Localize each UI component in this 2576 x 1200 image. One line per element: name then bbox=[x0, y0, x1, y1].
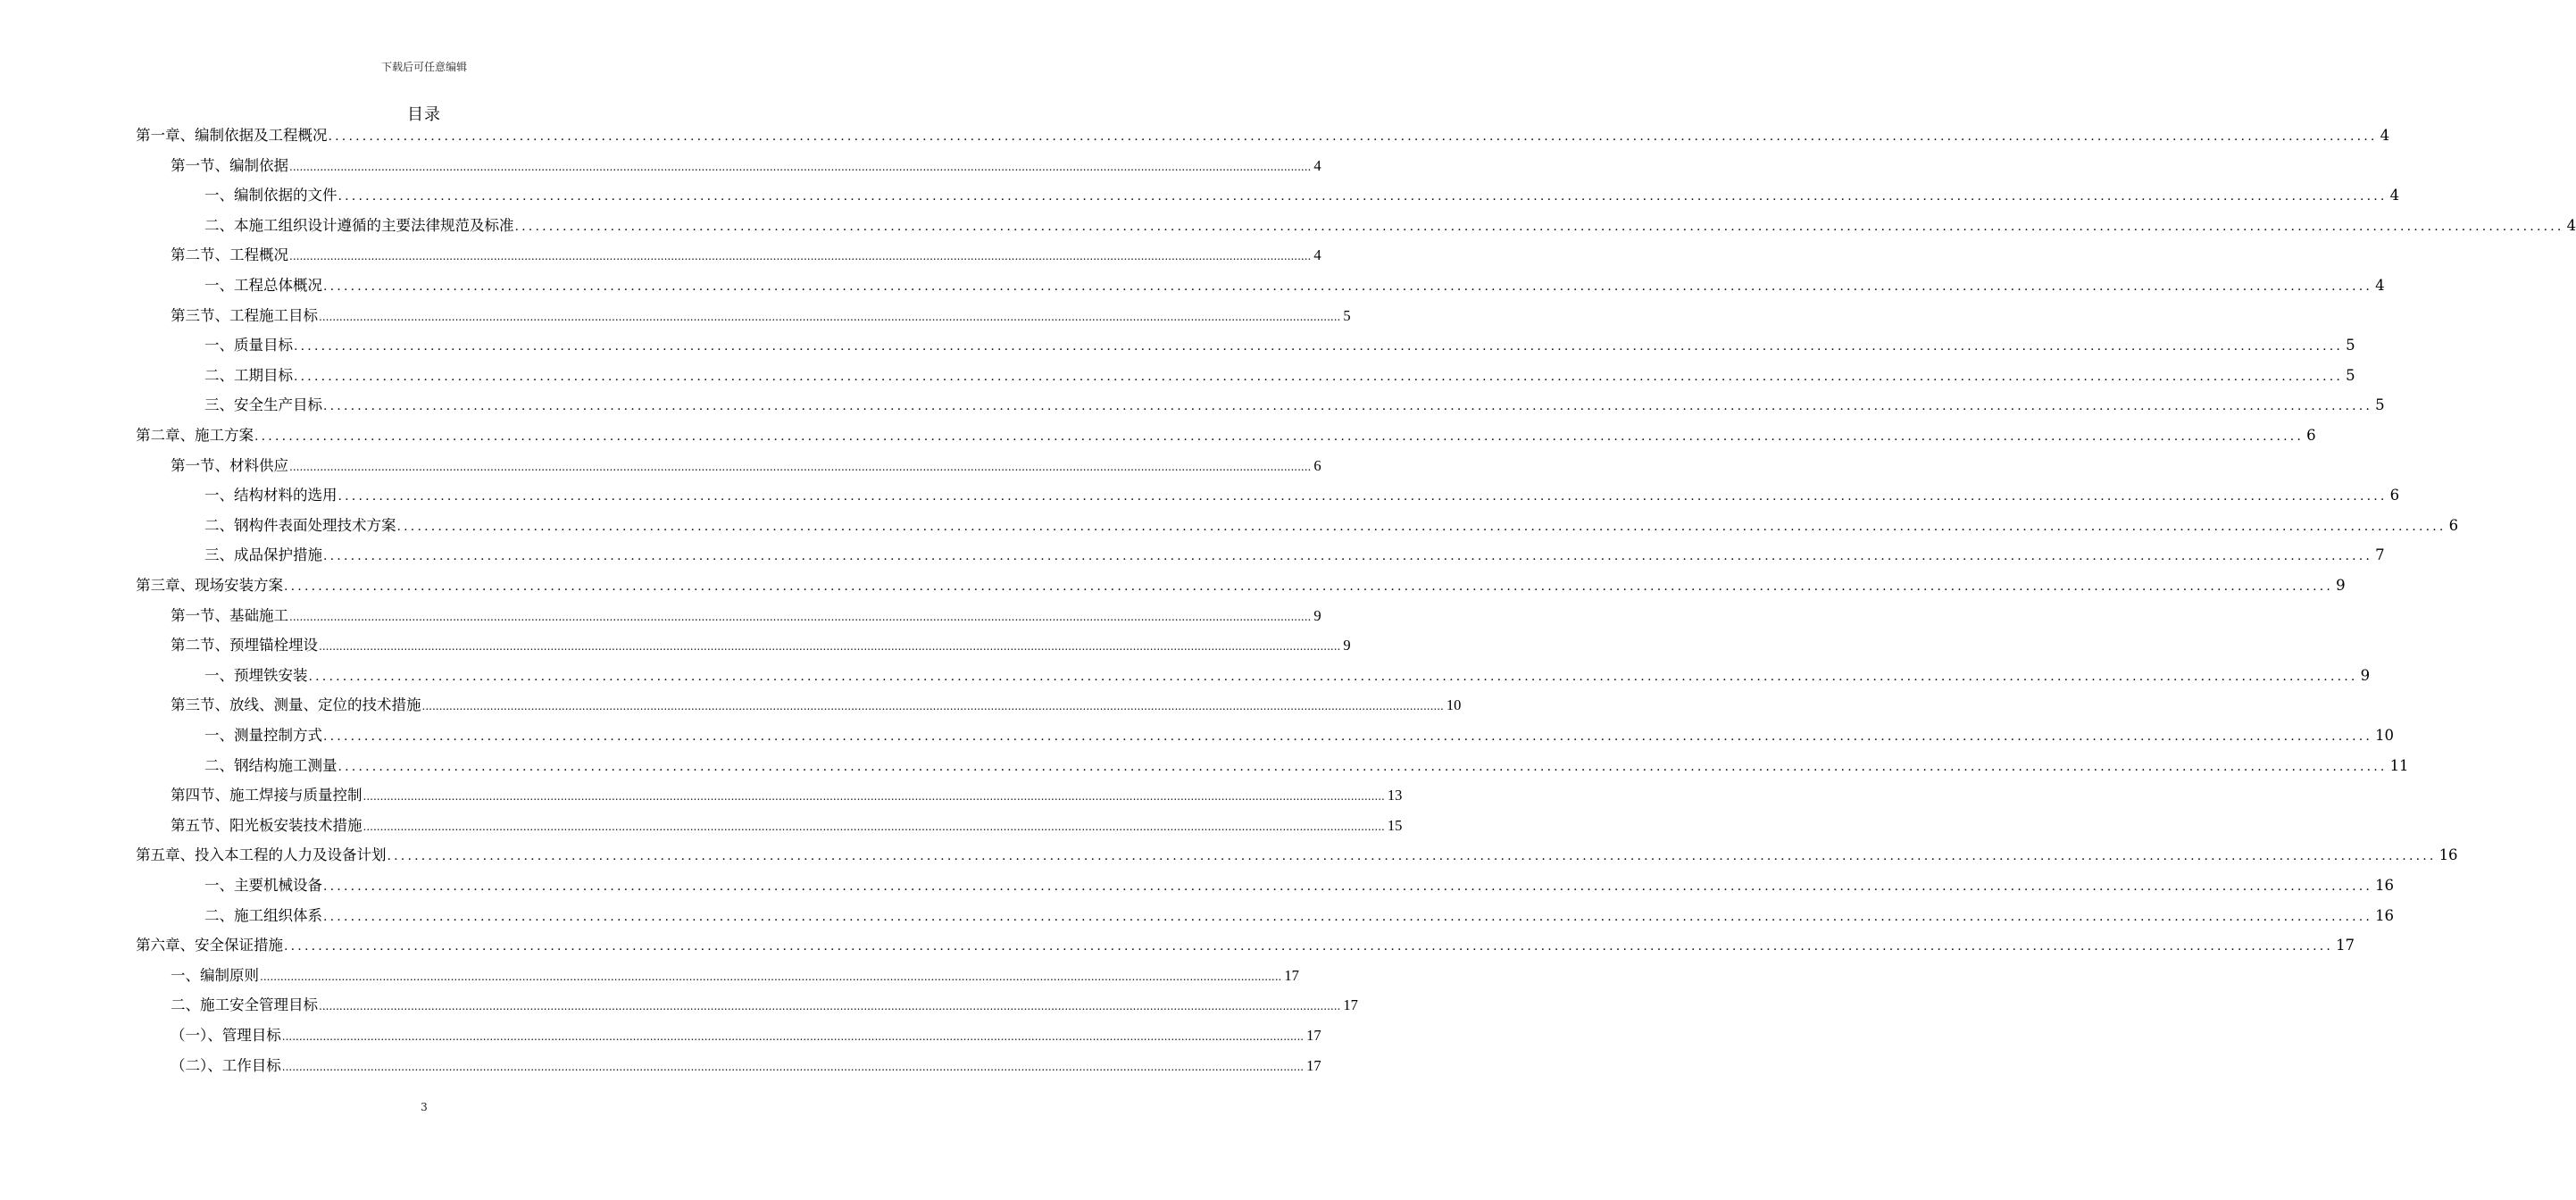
toc-entry[interactable] bbox=[171, 637, 1351, 655]
toc-entry-page: 9 bbox=[2360, 666, 2371, 684]
toc-entry[interactable] bbox=[204, 877, 2395, 896]
toc-entry-page: 6 bbox=[2389, 487, 2400, 504]
toc-dot-leader: ............................................................................................................................................................................................................................................................................................................ bbox=[284, 939, 2334, 954]
toc-entry-page: 11 bbox=[2389, 756, 2409, 774]
toc-dot-leader: ............................................................................................................................................................................................................................................................................................................ bbox=[338, 189, 2388, 204]
toc-entry-label: （一）、管理目标 bbox=[171, 1027, 281, 1044]
toc-dot-leader: ............................................................................................................................................................................................................................................................................................................ bbox=[319, 1000, 1341, 1013]
toc-entry-page: 10 bbox=[2375, 727, 2395, 744]
toc-entry-label: 二、本施工组织设计遵循的主要法律规范及标准 bbox=[204, 216, 514, 234]
toc-entry-label: 第五章、投入本工程的人力及设备计划 bbox=[136, 846, 387, 864]
toc-entry[interactable] bbox=[171, 456, 1321, 476]
toc-entry[interactable] bbox=[171, 996, 1358, 1015]
toc-entry-page: 16 bbox=[2375, 906, 2395, 924]
toc-entry-label: 第三章、现场安装方案 bbox=[136, 577, 283, 594]
toc-entry[interactable] bbox=[171, 1056, 1321, 1076]
toc-dot-leader: ............................................................................................................................................................................................................................................................................................................ bbox=[281, 1030, 1305, 1043]
toc-entry-page: 4 bbox=[2389, 187, 2400, 204]
toc-dot-leader: ............................................................................................................................................................................................................................................................................................................ bbox=[338, 489, 2388, 504]
toc-dot-leader: ............................................................................................................................................................................................................................................................................................................ bbox=[260, 970, 1282, 983]
toc-entry-label: 一、编制原则 bbox=[171, 966, 259, 984]
toc-entry[interactable] bbox=[204, 396, 2385, 415]
toc-entry-page: 10 bbox=[1446, 696, 1462, 714]
toc-entry-label: 一、预埋铁安装 bbox=[204, 666, 308, 684]
toc-entry-label: 第二章、施工方案 bbox=[136, 427, 254, 444]
toc-entry-page: 17 bbox=[1343, 996, 1358, 1014]
toc-dot-leader: ............................................................................................................................................................................................................................................................................................................ bbox=[294, 339, 2344, 354]
toc-entry-page: 16 bbox=[2438, 846, 2458, 864]
toc-entry-page: 16 bbox=[2375, 877, 2395, 894]
toc-entry[interactable] bbox=[204, 516, 2459, 536]
toc-entry-label: 第一章、编制依据及工程概况 bbox=[136, 127, 328, 144]
toc-entry-label: 二、工期目标 bbox=[204, 366, 293, 384]
toc-entry-label: 第四节、施工焊接与质量控制 bbox=[171, 787, 363, 804]
toc-entry-page: 4 bbox=[2375, 277, 2385, 294]
toc-entry-page: 13 bbox=[1387, 787, 1403, 804]
toc-dot-leader: ............................................................................................................................................................................................................................................................................................................ bbox=[289, 250, 1312, 263]
page-header: 下载后可任意编辑 bbox=[380, 61, 467, 73]
toc-dot-leader: ............................................................................................................................................................................................................................................................................................................ bbox=[319, 640, 1341, 654]
toc-title: 目录 bbox=[407, 105, 441, 124]
toc-entry-label: 第二节、工程概况 bbox=[171, 246, 288, 264]
toc-entry-label: 三、安全生产目标 bbox=[204, 396, 322, 414]
toc-dot-leader: ............................................................................................................................................................................................................................................................................................................ bbox=[323, 909, 2373, 924]
toc-entry-label: 第三节、放线、测量、定位的技术措施 bbox=[171, 696, 421, 714]
toc-entry[interactable] bbox=[204, 487, 2400, 505]
toc-entry[interactable] bbox=[204, 666, 2371, 686]
toc-dot-leader: ............................................................................................................................................................................................................................................................................................................ bbox=[323, 549, 2373, 564]
toc-entry-page: 17 bbox=[2336, 937, 2355, 954]
toc-entry[interactable] bbox=[136, 846, 2458, 865]
toc-dot-leader: ............................................................................................................................................................................................................................................................................................................ bbox=[323, 399, 2373, 414]
toc-dot-leader: ............................................................................................................................................................................................................................................................................................................ bbox=[254, 429, 2305, 444]
toc-dot-leader: ............................................................................................................................................................................................................................................................................................................ bbox=[323, 879, 2373, 894]
toc-entry[interactable] bbox=[171, 787, 1403, 805]
page-number: 3 bbox=[421, 1101, 428, 1113]
toc-entry[interactable] bbox=[204, 546, 2385, 565]
toc-entry-label: 一、编制依据的文件 bbox=[204, 187, 338, 204]
toc-entry-label: 第一节、编制依据 bbox=[171, 156, 288, 174]
toc-entry-page: 6 bbox=[1313, 456, 1321, 474]
toc-dot-leader: ............................................................................................................................................................................................................................................................................................................ bbox=[294, 369, 2344, 384]
toc-entry[interactable] bbox=[136, 577, 2346, 596]
toc-dot-leader: ............................................................................................................................................................................................................................................................................................................ bbox=[363, 790, 1385, 804]
toc-entry[interactable] bbox=[171, 966, 1299, 986]
toc-entry-page: 4 bbox=[1313, 156, 1321, 174]
toc-dot-leader: ............................................................................................................................................................................................................................................................................................................ bbox=[363, 820, 1385, 833]
toc-entry-page: 9 bbox=[2336, 577, 2346, 594]
toc-entry-label: 一、质量目标 bbox=[204, 337, 293, 354]
toc-entry-label: 第六章、安全保证措施 bbox=[136, 937, 283, 954]
toc-entry[interactable] bbox=[204, 727, 2395, 746]
toc-entry[interactable] bbox=[171, 606, 1321, 626]
toc-dot-leader: ............................................................................................................................................................................................................................................................................................................ bbox=[284, 579, 2334, 594]
toc-entry-page: 6 bbox=[2448, 516, 2459, 534]
toc-entry[interactable] bbox=[204, 906, 2395, 926]
toc-entry-page: 17 bbox=[1284, 966, 1299, 984]
toc-dot-leader: ............................................................................................................................................................................................................................................................................................................ bbox=[387, 849, 2437, 864]
toc-entry-label: 第一节、基础施工 bbox=[171, 606, 288, 624]
toc-dot-leader: ............................................................................................................................................................................................................................................................................................................ bbox=[289, 160, 1312, 173]
toc-entry-page: 9 bbox=[1343, 637, 1351, 654]
toc-entry[interactable] bbox=[204, 366, 2355, 386]
toc-entry-page: 9 bbox=[1313, 606, 1321, 624]
toc-entry[interactable] bbox=[171, 816, 1403, 836]
toc-entry[interactable] bbox=[204, 277, 2385, 296]
toc-dot-leader: ............................................................................................................................................................................................................................................................................................................ bbox=[319, 310, 1341, 323]
toc-entry-label: 二、施工组织体系 bbox=[204, 906, 322, 924]
toc-entry[interactable] bbox=[171, 156, 1321, 176]
toc-entry-page: 17 bbox=[1306, 1027, 1321, 1044]
toc-entry-label: 一、结构材料的选用 bbox=[204, 487, 338, 504]
toc-entry-label: 第三节、工程施工目标 bbox=[171, 306, 318, 324]
toc-dot-leader: ............................................................................................................................................................................................................................................................................................................ bbox=[514, 219, 2564, 234]
toc-entry-label: 三、成品保护措施 bbox=[204, 546, 322, 564]
toc-entry-page: 4 bbox=[2566, 216, 2576, 234]
toc-entry[interactable] bbox=[171, 246, 1321, 265]
toc-entry-page: 4 bbox=[2380, 127, 2390, 144]
toc-entry-label: 第五节、阳光板安装技术措施 bbox=[171, 816, 363, 834]
toc-entry-page: 5 bbox=[2346, 366, 2355, 384]
toc-entry-label: 一、测量控制方式 bbox=[204, 727, 322, 744]
toc-entry[interactable] bbox=[136, 427, 2316, 446]
toc-entry-page: 15 bbox=[1387, 816, 1403, 834]
toc-entry-label: （二）、工作目标 bbox=[171, 1056, 281, 1074]
toc-entry[interactable] bbox=[204, 216, 2576, 236]
toc-entry-label: 二、施工安全管理目标 bbox=[171, 996, 318, 1014]
toc-entry-label: 一、主要机械设备 bbox=[204, 877, 322, 894]
toc-entry-label: 第二节、预埋锚栓埋设 bbox=[171, 637, 318, 654]
toc-dot-leader: ............................................................................................................................................................................................................................................................................................................ bbox=[289, 610, 1312, 623]
toc-entry[interactable] bbox=[171, 1027, 1321, 1046]
toc-dot-leader: ............................................................................................................................................................................................................................................................................................................ bbox=[421, 700, 1444, 713]
toc-dot-leader: ............................................................................................................................................................................................................................................................................................................ bbox=[281, 1060, 1305, 1073]
toc-entry-label: 二、钢结构施工测量 bbox=[204, 756, 338, 774]
toc-dot-leader: ............................................................................................................................................................................................................................................................................................................ bbox=[338, 759, 2388, 774]
toc-entry-page: 5 bbox=[2375, 396, 2385, 414]
toc-dot-leader: ............................................................................................................................................................................................................................................................................................................ bbox=[323, 729, 2373, 744]
toc-entry[interactable] bbox=[204, 337, 2355, 355]
toc-entry-label: 第一节、材料供应 bbox=[171, 456, 288, 474]
toc-entry-page: 17 bbox=[1306, 1056, 1321, 1074]
toc-entry-label: 二、钢构件表面处理技术方案 bbox=[204, 516, 396, 534]
toc-entry[interactable] bbox=[204, 187, 2400, 205]
toc-entry[interactable] bbox=[171, 306, 1351, 326]
toc-entry[interactable] bbox=[136, 127, 2390, 146]
toc-dot-leader: ............................................................................................................................................................................................................................................................................................................ bbox=[289, 460, 1312, 473]
toc-entry-label: 一、工程总体概况 bbox=[204, 277, 322, 294]
toc-entry-page: 6 bbox=[2306, 427, 2316, 444]
toc-dot-leader: ............................................................................................................................................................................................................................................................................................................ bbox=[308, 669, 2358, 684]
toc-entry-page: 7 bbox=[2375, 546, 2385, 564]
toc-dot-leader: ............................................................................................................................................................................................................................................................................................................ bbox=[396, 519, 2447, 534]
toc-entry-page: 4 bbox=[1313, 246, 1321, 264]
toc-entry-page: 5 bbox=[1343, 306, 1351, 324]
toc-dot-leader: ............................................................................................................................................................................................................................................................................................................ bbox=[328, 129, 2378, 144]
toc-dot-leader: ............................................................................................................................................................................................................................................................................................................ bbox=[323, 279, 2373, 294]
toc-entry-page: 5 bbox=[2346, 337, 2355, 354]
toc-entry[interactable] bbox=[204, 756, 2409, 776]
toc-entry[interactable] bbox=[171, 696, 1462, 715]
toc-entry[interactable] bbox=[136, 937, 2355, 955]
